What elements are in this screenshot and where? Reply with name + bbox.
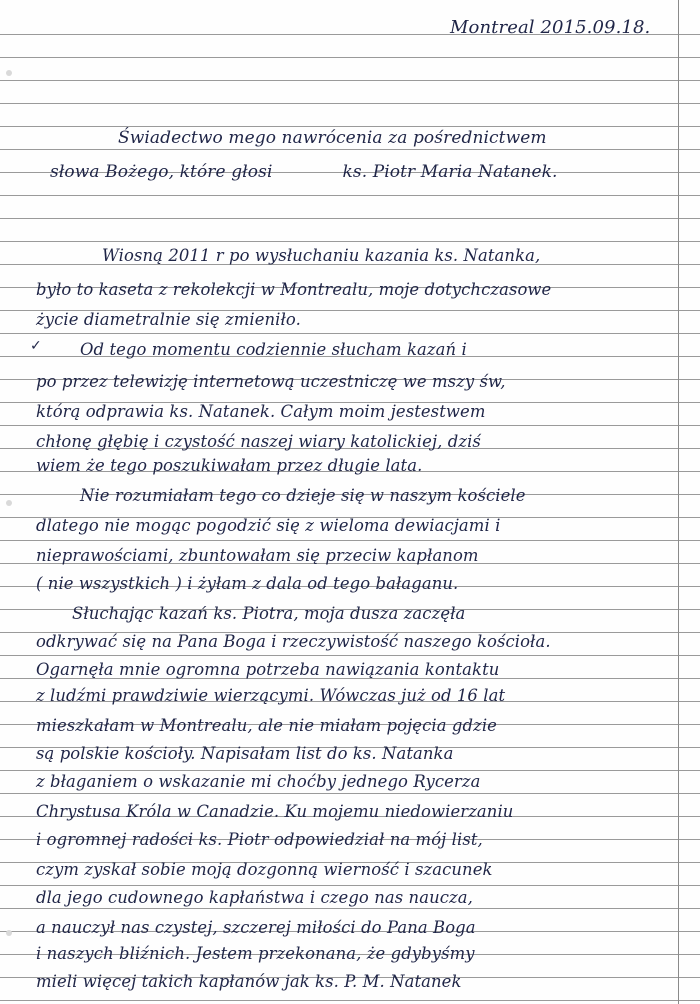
letter-title-line-1: Świadectwo mego nawrócenia za pośrednictwem: [118, 128, 547, 148]
letter-line: i ogromnej radości ks. Piotr odpowiedział na mój list,: [36, 830, 483, 849]
letter-line: Ogarnęła mnie ogromna potrzeba nawiązania kontaktu: [36, 660, 500, 679]
letter-line: nieprawościami, zbuntowałam się przeciw kapłanom: [36, 546, 479, 565]
letter-line: po przez telewizję internetową uczestniczę we mszy św,: [36, 372, 506, 391]
letter-line: chłonę głębię i czystość naszej wiary katolickiej, dziś: [36, 432, 481, 451]
letter-line: odkrywać się na Pana Boga i rzeczywistość naszego kościoła.: [36, 632, 551, 651]
letter-line: są polskie kościoły. Napisałam list do ks. Natanka: [36, 744, 454, 763]
letter-line: życie diametralnie się zmieniło.: [36, 310, 301, 329]
letter-line: było to kaseta z rekolekcji w Montrealu, moje dotychczasowe: [36, 280, 552, 299]
letter-line: którą odprawia ks. Natanek. Całym moim jestestwem: [36, 402, 486, 421]
letter-line: Nie rozumiałam tego co dzieje się w naszym kościele: [80, 486, 526, 505]
punch-hole: [6, 500, 12, 506]
letter-title-author: ks. Piotr Maria Natanek.: [342, 162, 558, 182]
letter-line: Wiosną 2011 r po wysłuchaniu kazania ks. Natanka,: [102, 246, 541, 265]
letter-line: z błaganiem o wskazanie mi choćby jednego Rycerza: [36, 772, 481, 791]
letter-line: Od tego momentu codziennie słucham kazań i: [80, 340, 467, 359]
punch-hole: [6, 930, 12, 936]
letter-title-text: słowa Bożego, które głosi: [50, 162, 273, 182]
letter-title-line-2: [50, 162, 558, 182]
punch-hole: [6, 70, 12, 76]
letter-line: mieszkałam w Montrealu, ale nie miałam pojęcia gdzie: [36, 716, 497, 735]
margin-line: [678, 0, 679, 1004]
letter-line: wiem że tego poszukiwałam przez długie lata.: [36, 456, 423, 475]
letter-line: dlatego nie mogąc pogodzić się z wieloma dewiacjami i: [36, 516, 501, 535]
letter-line: mieli więcej takich kapłanów jak ks. P. M. Natanek: [36, 972, 462, 991]
letter-line: Słuchając kazań ks. Piotra, moja dusza zaczęła: [72, 604, 466, 623]
letter-line: Chrystusa Króla w Canadzie. Ku mojemu niedowierzaniu: [36, 802, 514, 821]
letter-line: ( nie wszystkich ) i żyłam z dala od tego bałaganu.: [36, 574, 459, 593]
letter-line: i naszych bliźnich. Jestem przekonana, że gdybyśmy: [36, 944, 475, 963]
check-mark-icon: ✓: [30, 338, 42, 354]
letter-line: dla jego cudownego kapłaństwa i czego nas naucza,: [36, 888, 473, 907]
letter-line: z ludźmi prawdziwie wierzącymi. Wówczas już od 16 lat: [36, 686, 506, 705]
letter-date: Montreal 2015.09.18.: [450, 17, 651, 38]
letter-line: a nauczył nas czystej, szczerej miłości do Pana Boga: [36, 918, 476, 937]
letter-line: czym zyskał sobie moją dozgonną wierność i szacunek: [36, 860, 493, 879]
